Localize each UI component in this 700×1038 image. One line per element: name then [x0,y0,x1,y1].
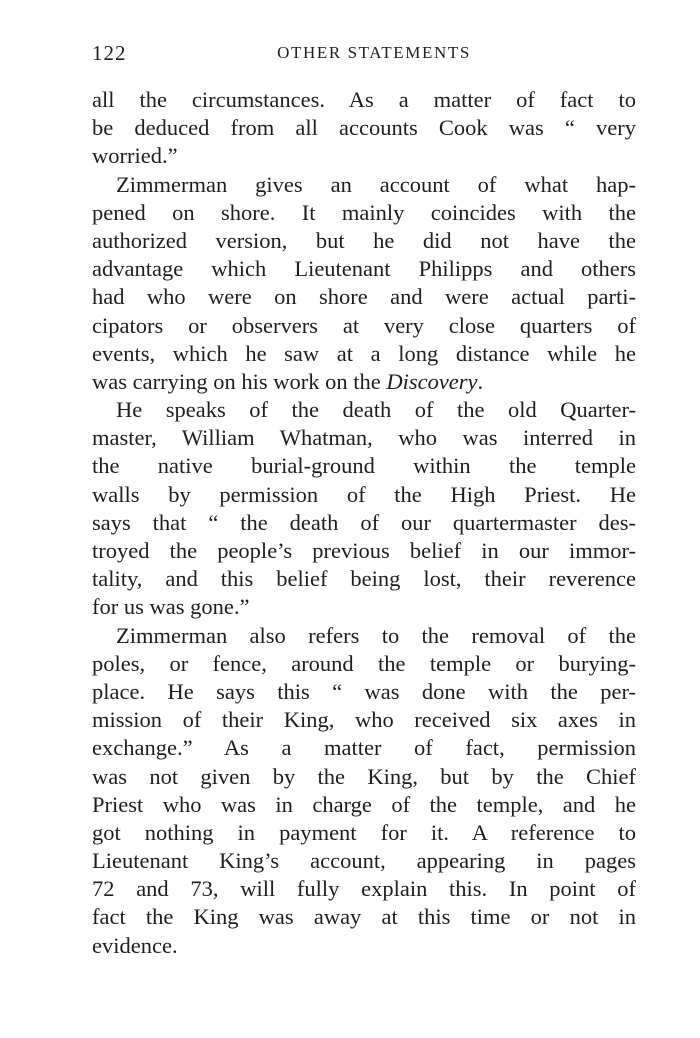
text-line: events, which he saw at a long distance while he [92,340,636,366]
text-line: evidence. [92,932,178,958]
paragraph [92,396,636,622]
text-line: worried.” [92,143,178,169]
text-line: walls by permission of the High Priest. He [92,481,636,507]
page-number: 122 [92,41,127,65]
text-line: mission of their King, who received six axes in [92,707,636,733]
text-line: Zimmerman gives an account of what hap- [116,171,636,197]
paragraph [92,622,636,960]
text-line: 72 and 73, will fully explain this. In point of [92,876,636,902]
text-line: Lieutenant King’s account, appearing in pages [92,848,636,874]
text-line: had who were on shore and were actual parti- [92,284,636,310]
text-line: advantage which Lieutenant Philipps and others [92,256,636,282]
text-line: tality, and this belief being lost, their reverence [92,566,636,592]
text-line: the native burial-ground within the temple [92,453,636,479]
text-line: was not given by the King, but by the Chief [92,763,636,789]
text-line: for us was gone.” [92,594,250,620]
text-line [92,368,636,396]
text-line: He speaks of the death of the old Quarter- [116,397,636,423]
paragraph [92,86,636,171]
text-fragment: was carrying on his work on the [92,368,387,394]
text-line: poles, or fence, around the temple or burying- [92,650,636,676]
running-head [92,41,636,67]
body-text [92,86,636,960]
text-line: master, William Whatman, who was interred in [92,425,636,451]
paragraph [92,171,636,397]
text-line: all the circumstances. As a matter of fact to [92,87,636,112]
text-line: says that “ the death of our quartermaster des- [92,509,636,535]
text-line: place. He says this “ was done with the per- [92,678,636,704]
text-fragment: . [477,368,484,394]
text-line: cipators or observers at very close quarters of [92,312,636,338]
italic-ship-name: Discovery [386,368,478,394]
text-line: exchange.” As a matter of fact, permission [92,735,636,761]
running-title: OTHER STATEMENTS [277,43,471,62]
text-line: Priest who was in charge of the temple, and he [92,791,636,817]
text-line: authorized version, but he did not have the [92,227,636,253]
text-line: be deduced from all accounts Cook was “ very [92,115,636,141]
text-line: pened on shore. It mainly coincides with the [92,199,636,225]
text-line: got nothing in payment for it. A reference to [92,819,636,845]
text-line: fact the King was away at this time or not in [92,904,636,930]
text-line: Zimmerman also refers to the removal of the [116,622,636,648]
text-line: troyed the people’s previous belief in our immor- [92,538,636,563]
